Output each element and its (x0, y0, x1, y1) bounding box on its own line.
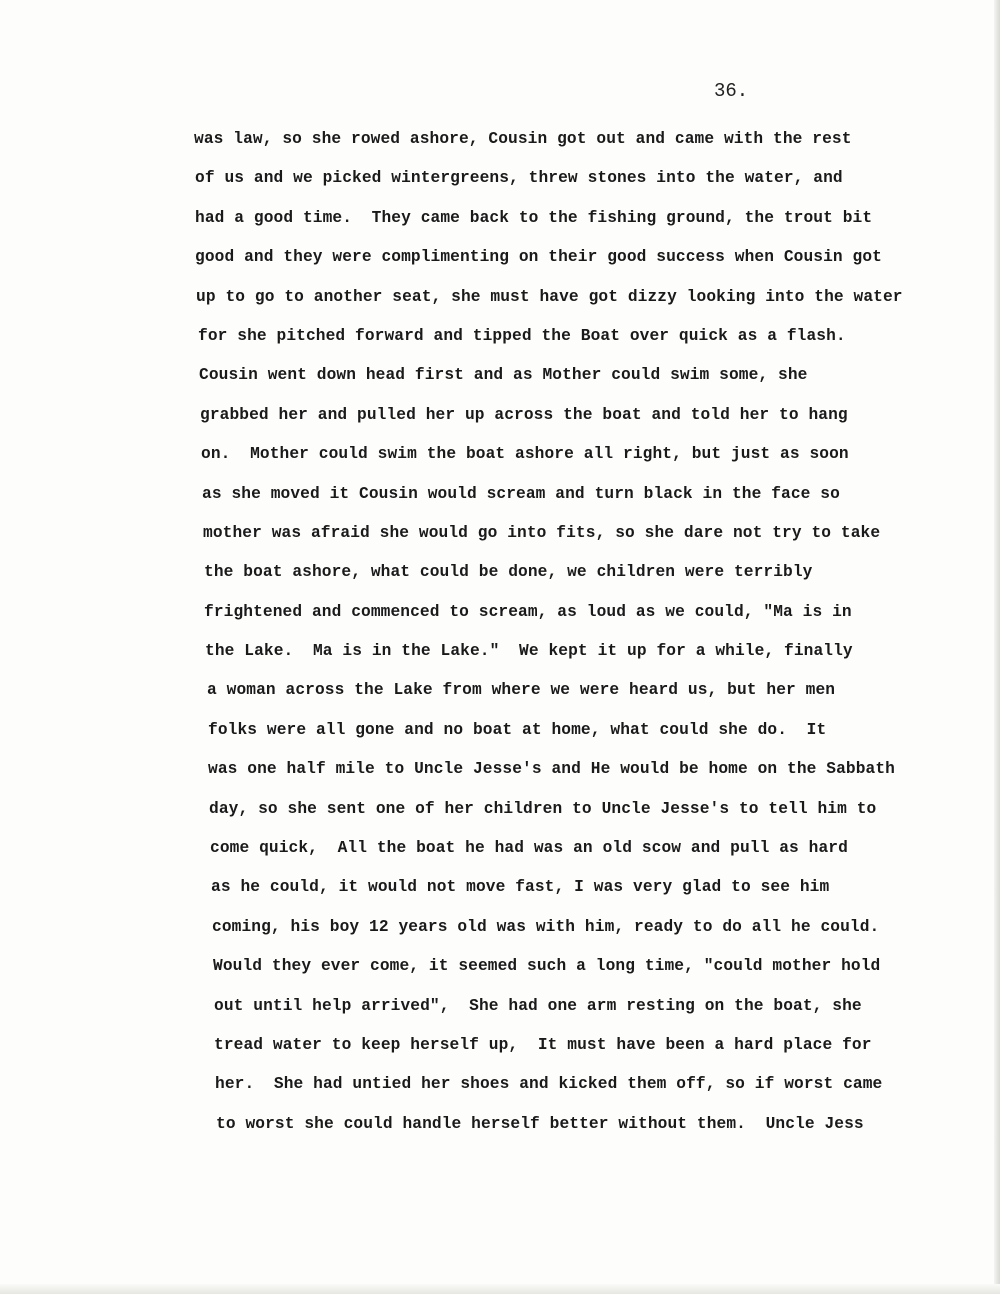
text-line: had a good time. They came back to the fishing ground, the trout bit (195, 208, 873, 227)
text-line: for she pitched forward and tipped the Boat over quick as a flash. (198, 326, 846, 345)
text-line: a woman across the Lake from where we were heard us, but her men (207, 681, 836, 700)
text-line: out until help arrived", She had one arm resting on the boat, she (214, 996, 862, 1015)
text-line: was law, so she rowed ashore, Cousin got out and came with the rest (194, 130, 852, 148)
scan-edge-right (994, 0, 1000, 1294)
text-line: mother was afraid she would go into fits, so she dare not try to take (203, 523, 881, 542)
text-line: of us and we picked wintergreens, threw stones into the water, and (195, 169, 843, 188)
text-line: the Lake. Ma is in the Lake." We kept it up for a while, finally (205, 642, 853, 661)
text-line: the boat ashore, what could be done, we children were terribly (204, 563, 813, 582)
text-line: day, so she sent one of her children to Uncle Jesse's to tell him to (209, 799, 877, 818)
text-line: come quick, All the boat he had was an old scow and pull as hard (210, 839, 848, 858)
scan-edge-bottom (0, 1284, 1000, 1294)
text-line: on. Mother could swim the boat ashore all right, but just as soon (201, 445, 849, 464)
body-text (194, 120, 914, 1144)
text-line: as she moved it Cousin would scream and turn black in the face so (202, 484, 840, 503)
text-line: grabbed her and pulled her up across the boat and told her to hang (200, 405, 848, 424)
text-line: her. She had untied her shoes and kicked them off, so if worst came (215, 1075, 883, 1094)
text-line: folks were all gone and no boat at home, what could she do. It (208, 720, 827, 739)
page-number: 36. (714, 80, 749, 102)
text-line: tread water to keep herself up, It must have been a hard place for (214, 1035, 872, 1054)
text-line: Would they ever come, it seemed such a long time, "could mother hold (213, 957, 881, 976)
text-line: as he could, it would not move fast, I was very glad to see him (211, 878, 830, 897)
text-line: good and they were complimenting on their good success when Cousin got (195, 248, 882, 267)
text-line: was one half mile to Uncle Jesse's and He would be home on the Sabbath (208, 760, 895, 779)
text-line: up to go to another seat, she must have got dizzy looking into the water (196, 287, 903, 306)
text-line: to worst she could handle herself better without them. Uncle Jess (216, 1114, 864, 1133)
text-line: Cousin went down head first and as Mother could swim some, she (199, 366, 808, 385)
text-line: frightened and commenced to scream, as loud as we could, "Ma is in (204, 602, 852, 621)
text-line: coming, his boy 12 years old was with him, ready to do all he could. (212, 917, 880, 936)
